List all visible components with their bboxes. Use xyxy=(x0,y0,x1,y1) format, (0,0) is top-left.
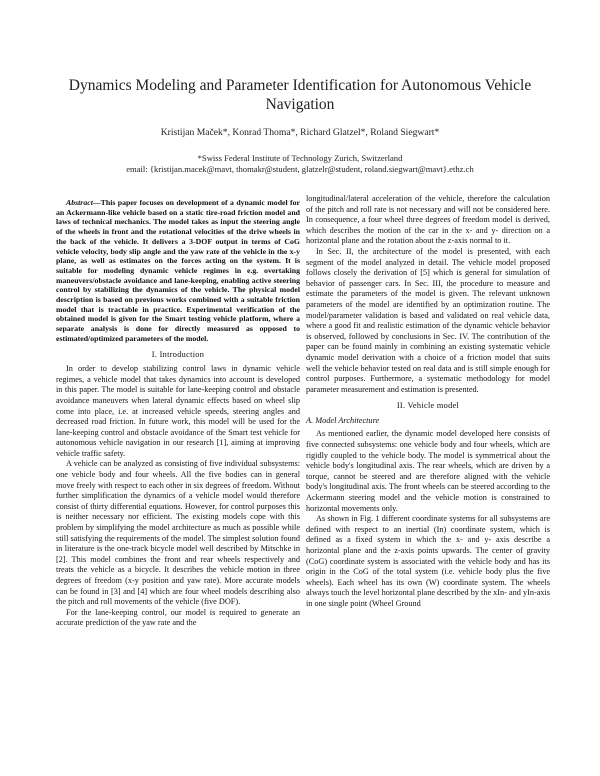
paragraph: longitudinal/lateral acceleration of the vehicle, therefore the calculation of the pitch and roll rate is not necessary and will not be considered here. In consequence, a four wheel three degrees of freedom model is derived, which describes the motion of the car in the x- and y- direction on a horizontal plane and the rotation about the z-axis normal to it. xyxy=(306,194,550,246)
abstract-label: Abstract xyxy=(66,198,93,207)
paragraph: As shown in Fig. 1 different coordinate systems for all subsystems are defined with respect to an inertial (In) coordinate system, which is defined as a fixed system in which the x- and y- axis describe a horizontal plane and the z-axis points upwards. The center of gravity (CoG) coordinate system is associated with the vehicle body and has its origin in the CoG of the total system (i.e. vehicle body plus the five wheels). Each wheel has its own (W) coordinate system. The wheels always touch the level horizontal plane described by the xIn- and yIn-axis in one single point (Wheel Ground xyxy=(306,514,550,608)
section-heading-vehicle-model: II. Vehicle model xyxy=(396,401,460,411)
left-column xyxy=(56,198,300,629)
abstract-text: —This paper focuses on development of a dynamic model for an Ackermann-like vehicle based on a static tire-road friction model and laws of technical mechanics. The model takes as input the steering angle of the wheels in front and the rotational velocities of the drive wheels in the back of the vehicle. It delivers a 3-DOF output in terms of CoG vehicle velocity, body slip angle and the yaw rate of the vehicle in the x-y plane, as well as estimates on the forces acting on the system. It is suitable for modeling dynamic vehicle regimes in e.g. overtaking maneuvers/obstacle avoidance and lane-keeping, enabling active steering control by stabilizing the dynamics of the vehicle. The physical model description is based on previous works combined with a suitable friction model that is tractable in practice. Experimental verification of the obtained model is given for the Smart testing vehicle platform, where a separate analysis is done for directly measured as opposed to estimated/optimized parameters of the model. xyxy=(56,198,300,343)
right-column xyxy=(306,194,550,610)
affiliation-block xyxy=(40,153,560,175)
paragraph: In Sec. II, the architecture of the model is presented, with each segment of the model analyzed in detail. The vehicle model proposed follows closely the derivation of [5] which is general for simulation of behavior of passenger cars. In Sec. III, the procedure to measure and estimate the parameters of the model is given. The relevant unknown parameters of the model are identified by an optimization routine. The model/parameter validation is based and validated on real vehicle data, where a good fit and realistic estimation of the dynamic vehicle behavior is observed, followed by conclusions in Sec. IV. The contribution of the paper can be found mainly in combining an existing systematic vehicle dynamic model derivation with a choice of a friction model that suits well the vehicle behavior tested on real data and is still simple enough for control purposes. Furthermore, a systematic methodology for model parameter measurement and estimation is presented. xyxy=(306,246,550,394)
paragraph: In order to develop stabilizing control laws in dynamic vehicle regimes, a vehicle model that takes dynamics into account is developed in this paper. The model is suitable for lane-keeping control and obstacle avoidance maneuvers when lateral dynamic effects based on wheel slip come into place, i.e. at increased vehicle speeds, steering angles and decreased road friction. In future work, this model will be used for the lane-keeping control and obstacle avoidance of the Smart test vehicle for autonomous vehicle navigation in our research [1], aiming at improving vehicle traffic safety. xyxy=(56,364,300,458)
email-line: email: {kristijan.macek@mavt, thomakr@student, glatzelr@student, roland.siegwart@mavt}.ethz.ch xyxy=(126,164,474,174)
author-list: Kristijan Maček*, Konrad Thoma*, Richard Glatzel*, Roland Siegwart* xyxy=(160,127,440,138)
affiliation: *Swiss Federal Institute of Technology Zurich, Switzerland xyxy=(197,153,403,163)
paragraph: As mentioned earlier, the dynamic model developed here consists of five connected subsystems: one vehicle body and four wheels, which are rigidly coupled to the vehicle body. The model is symmetrical about the vehicle body's longitudinal axis. The rear wheels, which are driven by a torque, cannot be steered and are therefore aligned with the vehicle body's longitudinal axis. The front wheels can be steered according to the Ackermann steering model and the vehicle motion is constrained to horizontal movements only. xyxy=(306,429,550,513)
subsection-heading-architecture: A. Model Architecture xyxy=(306,415,380,425)
paragraph: For the lane-keeping control, our model is required to generate an accurate prediction of the yaw rate and the xyxy=(56,607,300,628)
abstract xyxy=(56,198,300,344)
section-heading-introduction: I. Introduction xyxy=(151,349,205,359)
paragraph: A vehicle can be analyzed as consisting of five individual subsystems: one vehicle body and four wheels. All the five bodies can in general move freely with respect to each other in six degrees of freedom. Without further simplification the dynamics of a vehicle model would therefore consist of thirty differential equations. However, for control purposes this is neither necessary nor efficient. The existing models cope with this problem by simplifying the model architecture as much as possible while still satisfying the requirements of the model. The simplest solution found in literature is the one-track bicycle model well described by Mitschke in [2]. This model combines the front and rear wheels respectively and treats the vehicle as a bicycle. It describes the vehicle motion in three degrees of freedom (x-y position and yaw rate). More accurate models can be found in [3] and [4] which are four wheel models describing also the pitch and roll movements of the vehicle (five DOF). xyxy=(56,459,300,607)
paper-title: Dynamics Modeling and Parameter Identification for Autonomous Vehicle Navigation xyxy=(68,77,532,113)
